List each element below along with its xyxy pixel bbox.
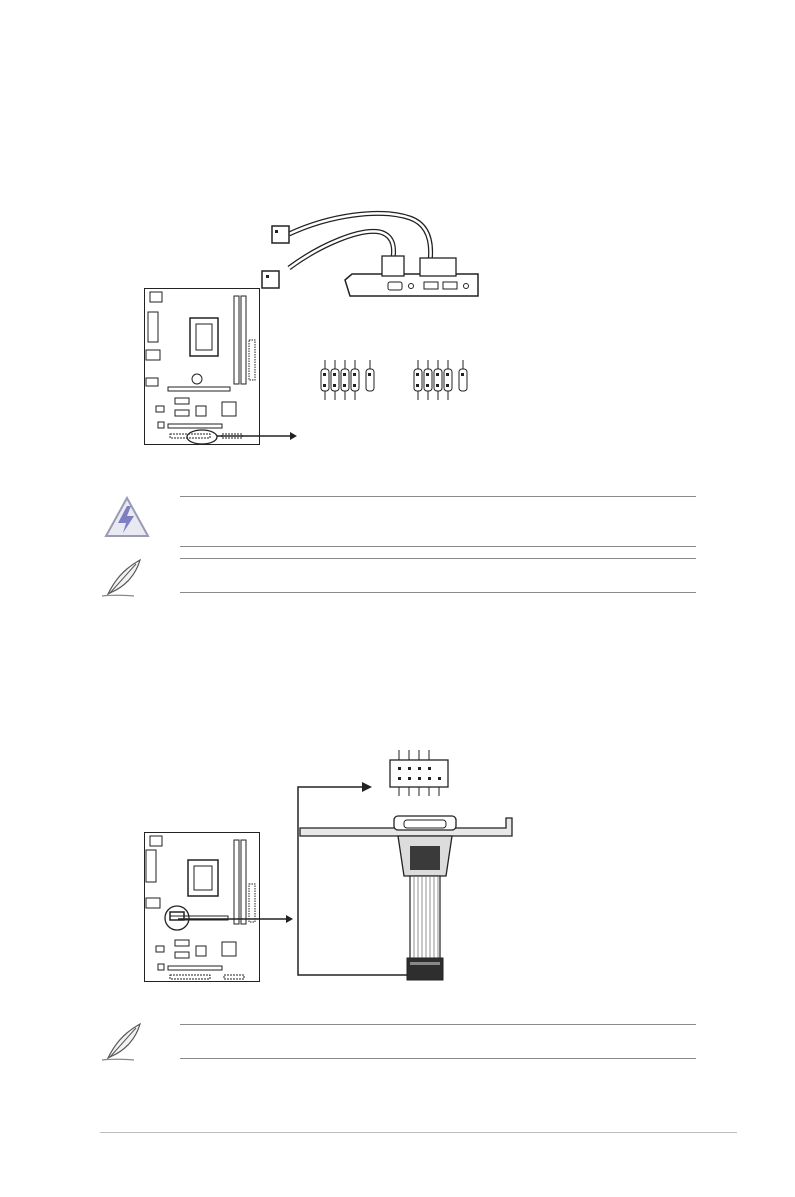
feather-pen-icon: [100, 1020, 144, 1062]
note2-rule-bottom: [180, 1058, 696, 1059]
footer-rule: [100, 1132, 737, 1133]
note2-rule-top: [180, 1024, 696, 1025]
